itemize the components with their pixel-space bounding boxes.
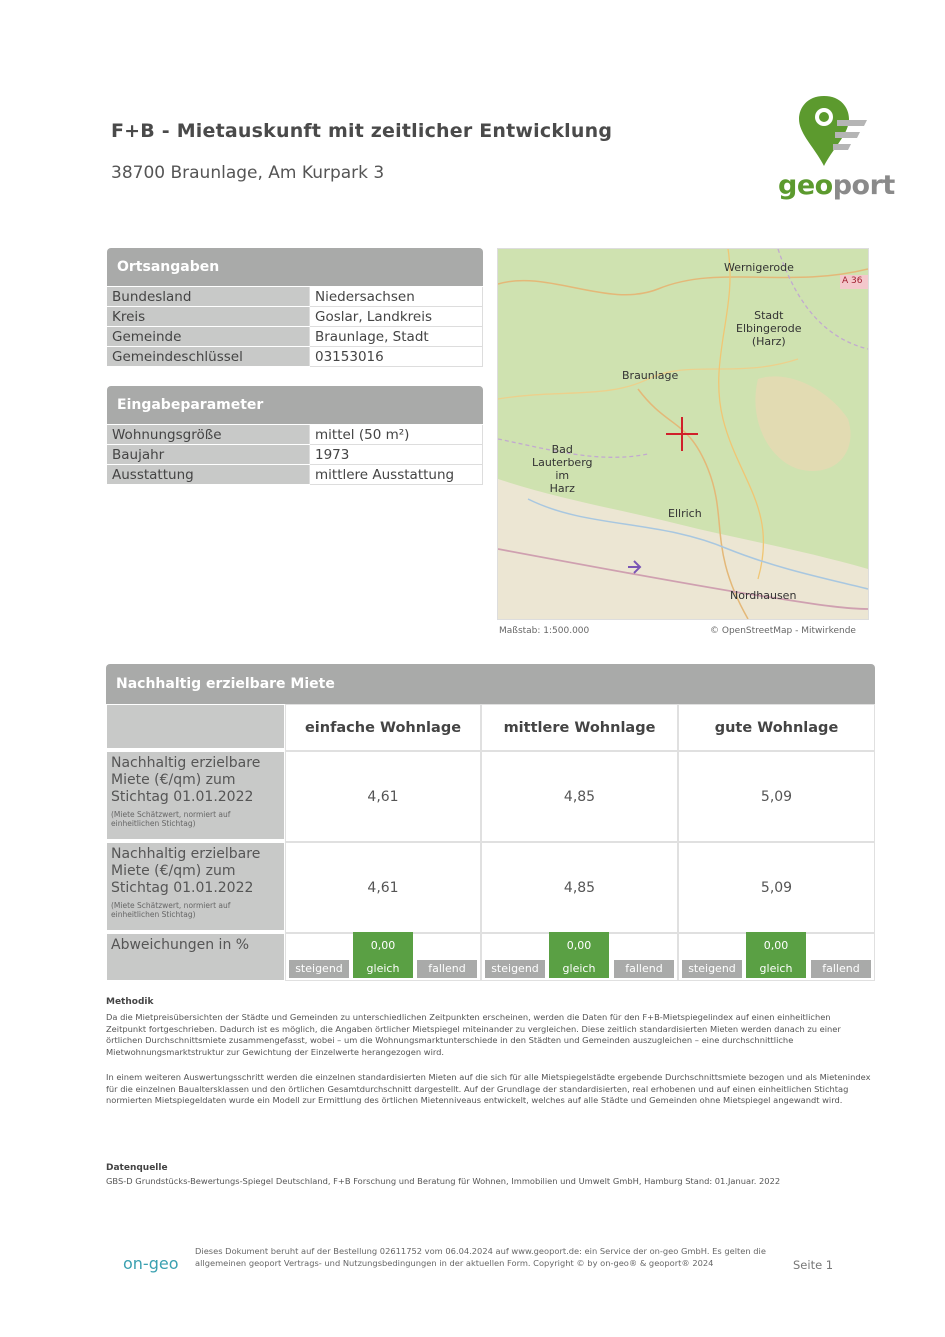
- methodik-paragraph-2: In einem weiteren Auswertungsschritt werden die einzelnen standardisierten Mieten auf die sich für alle Mietspiegelstädte ergebende Durchschnittsmiete bezogen und als Mietenindex für die einzelnen Baualtersklassen und den örtlichen Gesamtdurchschnitt dargestellt. Auf der Grundlage der standardisierten, real erhobenen und auf einen einheitlichen Stichtag normierten Mietspiegeldaten wurde ein Modell zur Ermittlung des örtlichen Mietenniveaus entwickelt, welches auf alle Städte und Gemeinden ohne Mietspiegel angewandt wird.: [106, 1072, 871, 1105]
- address-subtitle: 38700 Braunlage, Am Kurpark 3: [111, 163, 385, 183]
- gleich-indicator: [549, 932, 609, 978]
- footer-text: Dieses Dokument beruht auf der Bestellung 02611752 vom 06.04.2024 auf www.geoport.de: ein Service der on-geo GmbH. Es gelten die allgemeinen geoport Vertrags- und Nutzungsbedingungen in der aktuellen Form. Copyright © by on-geo® & geoport® 2024: [195, 1246, 766, 1268]
- gleich-label: gleich: [366, 962, 400, 975]
- rent-value: 4,61: [285, 842, 481, 933]
- row-key: Kreis: [107, 307, 310, 327]
- column-header: mittlere Wohnlage: [481, 704, 678, 751]
- methodik-paragraph-1: Da die Mietpreisübersichten der Städte und Gemeinden zu unterschiedlichen Zeitpunkten erscheinen, werden die Daten für den F+B-Mietspiegelindex auf einen einheitlichen Zeitpunkt fortgeschrieben. Dadurch ist es möglich, die Angaben örtlicher Mietspiegel miteinander zu vergleichen. Diese zeitlich standardisierten Mieten werden danach zu einer örtlichen Durchschnittsmiete zusammengefasst, wobei – um die Wohnungsmarktunterschiede in den Städten und Gemeinden auszugleichen – eine durchschnittliche Mietwohnungsmarktstruktur zur Gewichtung der Einzelwerte herangezogen wird.: [106, 1012, 841, 1057]
- datenquelle-text: GBS-D Grundstücks-Bewertungs-Spiegel Deutschland, F+B Forschung und Beratung für Wohnen, Immobilien und Umwelt GmbH, Hamburg Stand: 01.Januar. 2022: [106, 1176, 781, 1186]
- gleich-label: gleich: [759, 962, 793, 975]
- rent-value: 4,61: [285, 751, 481, 842]
- deviation-indicator: [678, 933, 875, 981]
- rent-table: [106, 664, 875, 981]
- row-label-text: Nachhaltig erzielbare Miete (€/qm) zum Stichtag 01.01.2022: [111, 846, 261, 896]
- row-value: 1973: [310, 445, 483, 465]
- row-key: Gemeinde: [107, 327, 310, 347]
- row-value: 03153016: [310, 347, 483, 367]
- map-graphic: [498, 249, 868, 619]
- logo-text-port: port: [832, 170, 895, 201]
- methodik-heading: Methodik: [106, 997, 154, 1007]
- geoport-logo-text: [778, 170, 895, 201]
- corner-cell: [106, 704, 285, 749]
- eingabeparameter-table: [107, 386, 483, 485]
- row-value: mittel (50 m²): [310, 425, 483, 445]
- datenquelle-heading: Datenquelle: [106, 1163, 168, 1173]
- deviation-value: 0,00: [566, 939, 592, 952]
- gleich-indicator: [353, 932, 413, 978]
- location-pin-icon: [775, 92, 875, 172]
- map-label-nordhausen: Nordhausen: [730, 589, 797, 602]
- map-label-bad-lauterberg: Bad Lauterberg im Harz: [532, 443, 593, 495]
- gleich-label: gleich: [562, 962, 596, 975]
- row-label: [106, 842, 285, 931]
- deviation-value: 0,00: [763, 939, 789, 952]
- rent-grid: [106, 704, 875, 981]
- fallend-label: fallend: [614, 960, 674, 978]
- map-scale: Maßstab: 1:500.000: [499, 626, 590, 636]
- row-value: Niedersachsen: [310, 287, 483, 307]
- column-header: einfache Wohnlage: [285, 704, 481, 751]
- row-key: Baujahr: [107, 445, 310, 465]
- rent-value: 4,85: [481, 751, 678, 842]
- table-row: [107, 465, 483, 485]
- table-row: [107, 287, 483, 307]
- ortsangaben-table: [107, 248, 483, 367]
- rent-value: 4,85: [481, 842, 678, 933]
- row-value: Goslar, Landkreis: [310, 307, 483, 327]
- rent-table-header: Nachhaltig erzielbare Miete: [106, 664, 875, 704]
- table-row: [107, 327, 483, 347]
- table-row: [107, 445, 483, 465]
- rent-value: 5,09: [678, 751, 875, 842]
- eingabeparameter-header: Eingabeparameter: [107, 386, 483, 425]
- map-label-elbingerode: Stadt Elbingerode (Harz): [736, 309, 802, 348]
- map-label-a36: A 36: [842, 276, 863, 286]
- map-label-ellrich: Ellrich: [668, 507, 702, 520]
- row-label: [106, 751, 285, 840]
- fallend-label: fallend: [417, 960, 477, 978]
- fallend-label: fallend: [811, 960, 871, 978]
- table-row: [107, 425, 483, 445]
- page-title: F+B - Mietauskunft mit zeitlicher Entwicklung: [111, 120, 613, 142]
- table-row: [107, 347, 483, 367]
- column-header: gute Wohnlage: [678, 704, 875, 751]
- steigend-label: steigend: [682, 960, 742, 978]
- map-label-braunlage: Braunlage: [622, 369, 679, 382]
- steigend-label: steigend: [289, 960, 349, 978]
- map-label-wernigerode: Wernigerode: [724, 261, 794, 274]
- row-value: mittlere Ausstattung: [310, 465, 483, 485]
- steigend-label: steigend: [485, 960, 545, 978]
- row-key: Bundesland: [107, 287, 310, 307]
- map-credit: © OpenStreetMap - Mitwirkende: [710, 626, 856, 636]
- deviation-value: 0,00: [370, 939, 396, 952]
- deviation-label: Abweichungen in %: [106, 933, 285, 981]
- deviation-indicator: [481, 933, 678, 981]
- row-key: Wohnungsgröße: [107, 425, 310, 445]
- deviation-indicator: [285, 933, 481, 981]
- location-map[interactable]: [497, 248, 869, 620]
- rent-value: 5,09: [678, 842, 875, 933]
- page-number: Seite 1: [793, 1258, 834, 1272]
- gleich-indicator: [746, 932, 806, 978]
- table-row: [107, 307, 483, 327]
- row-value: Braunlage, Stadt: [310, 327, 483, 347]
- row-label-note: (Miete Schätzwert, normiert auf einheitlichen Stichtag): [111, 810, 231, 828]
- row-label-note: (Miete Schätzwert, normiert auf einheitlichen Stichtag): [111, 901, 231, 919]
- ortsangaben-header: Ortsangaben: [107, 248, 483, 287]
- row-key: Gemeindeschlüssel: [107, 347, 310, 367]
- logo-text-geo: geo: [778, 170, 833, 201]
- row-label-text: Nachhaltig erzielbare Miete (€/qm) zum Stichtag 01.01.2022: [111, 755, 261, 805]
- row-key: Ausstattung: [107, 465, 310, 485]
- on-geo-logo: on-geo: [123, 1254, 179, 1273]
